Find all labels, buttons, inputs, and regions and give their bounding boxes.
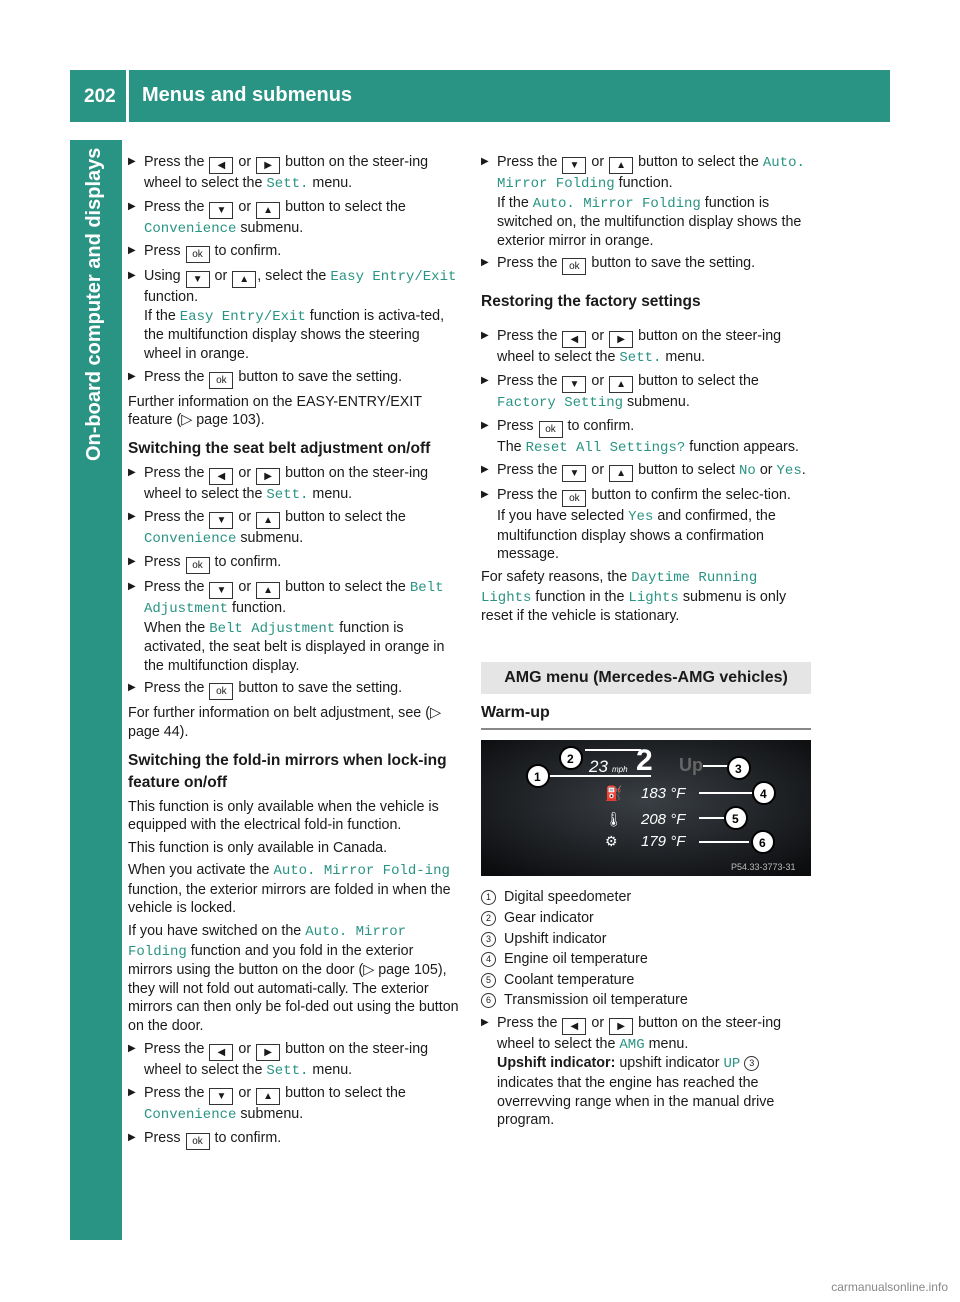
down-arrow-icon: ▼ xyxy=(562,376,586,393)
ok-key-icon: ok xyxy=(186,1133,210,1150)
ok-key-icon: ok xyxy=(562,490,586,507)
page-title: Menus and submenus xyxy=(142,84,353,106)
step: ▶ Press the ok button to confirm the selec-tion. If you have selected Yes and confirmed, the multifunction display shows a confirmation message. xyxy=(481,486,811,564)
right-arrow-icon: ▶ xyxy=(256,1044,280,1061)
left-arrow-icon: ◀ xyxy=(562,331,586,348)
step: ▶ Press the ◀ or ▶ button on the steer-ing wheel to select the Sett. menu. xyxy=(481,327,811,368)
gear-readout: 2 xyxy=(636,744,653,778)
paragraph: When you activate the Auto. Mirror Fold-ing function, the exterior mirrors are folded in when the vehicle is locked. xyxy=(128,862,451,917)
paragraph: This function is only available when the vehicle is equipped with the electrical fold-in function. xyxy=(128,798,439,834)
step: ▶ Press the ▼ or ▲ button to select the Factory Setting submenu. xyxy=(481,372,811,413)
legend-list xyxy=(481,888,811,1010)
step: ▶ Press the ok button to save the setting. xyxy=(481,254,811,275)
step: ▶ Press the ok button to save the setting. xyxy=(128,679,460,700)
step: ▶ Press the ◀ or ▶ button on the steer-ing wheel to select the Sett. menu. xyxy=(128,464,460,505)
speed-unit: mph xyxy=(612,765,628,775)
step: ▶ Press ok to confirm. xyxy=(128,553,460,574)
up-arrow-icon: ▲ xyxy=(256,202,280,219)
up-arrow-icon: ▲ xyxy=(609,157,633,174)
up-arrow-icon: ▲ xyxy=(609,465,633,482)
oil-icon: ⛽ xyxy=(605,785,623,802)
step: ▶ Press ok to confirm. xyxy=(128,1129,460,1150)
legend-item: 1 Digital speedometer xyxy=(481,888,811,907)
step: ▶ Press the ok button to save the setting. xyxy=(128,368,460,389)
step: ▶ Press the ◀ or ▶ button on the steer-ing wheel to select the Sett. menu. xyxy=(128,1040,460,1081)
svg-text:6: 6 xyxy=(759,836,766,851)
speed-readout: 23 xyxy=(589,757,608,777)
header-divider xyxy=(126,70,129,122)
heading-seat-belt: Switching the seat belt adjustment on/off xyxy=(128,439,431,457)
paragraph: Further information on the EASY-ENTRY/EXIT feature (▷ page 103). xyxy=(128,393,422,429)
paragraph: This function is only available in Canada. xyxy=(128,839,388,856)
right-arrow-icon: ▶ xyxy=(609,331,633,348)
step: ▶ Press ok to confirm. xyxy=(128,242,460,263)
ok-key-icon: ok xyxy=(539,421,563,438)
figure-code: P54.33-3773-31 xyxy=(731,862,796,873)
step: ▶ Press the ▼ or ▲ button to select the Belt Adjustment function. When the Belt Adjustment function is activated, the seat belt is displayed in orange in the multifunction display. xyxy=(128,578,460,675)
right-arrow-icon: ▶ xyxy=(256,468,280,485)
paragraph: If you have switched on the Auto. Mirror Folding function and you fold in the exterior mirrors using the button on the door (▷ page 105), they will not fold out automati-cally. The exterior mirrors can then only be fol-ded out using the button on the door. xyxy=(128,923,459,1035)
legend-item: 6 Transmission oil temperature xyxy=(481,991,811,1010)
ok-key-icon: ok xyxy=(209,683,233,700)
page-header xyxy=(70,70,890,122)
warmup-display-svg xyxy=(481,740,811,876)
legend-item: 4 Engine oil temperature xyxy=(481,950,811,969)
down-arrow-icon: ▼ xyxy=(186,271,210,288)
right-arrow-icon: ▶ xyxy=(609,1018,633,1035)
svg-text:4: 4 xyxy=(760,787,767,802)
section-sidebar xyxy=(70,140,122,1240)
down-arrow-icon: ▼ xyxy=(209,582,233,599)
down-arrow-icon: ▼ xyxy=(562,157,586,174)
ok-key-icon: ok xyxy=(562,258,586,275)
up-arrow-icon: ▲ xyxy=(256,1088,280,1105)
step: ▶ Press the ◀ or ▶ button on the steer-ing wheel to select the AMG menu. Upshift indicator: upshift indicator UP 3 indicates that the engine has reached the overrevving range when in the manual drive program. xyxy=(481,1014,811,1130)
page-number: 202 xyxy=(84,86,116,107)
up-arrow-icon: ▲ xyxy=(256,582,280,599)
step: ▶ Press the ◀ or ▶ button on the steer-ing wheel to select the Sett. menu. xyxy=(128,153,460,194)
transmission-icon: ⚙ xyxy=(605,833,618,850)
down-arrow-icon: ▼ xyxy=(209,202,233,219)
down-arrow-icon: ▼ xyxy=(562,465,586,482)
up-arrow-icon: ▲ xyxy=(256,512,280,529)
left-column xyxy=(128,153,460,1154)
step: ▶ Press ok to confirm. The Reset All Settings? function appears. xyxy=(481,417,811,458)
step: ▶ Press the ▼ or ▲ button to select the Convenience submenu. xyxy=(128,1084,460,1125)
step: ▶ Press the ▼ or ▲ button to select the Convenience submenu. xyxy=(128,198,460,239)
coolant-temp-readout: 208 °F xyxy=(641,811,686,829)
step: ▶ Press the ▼ or ▲ button to select the Convenience submenu. xyxy=(128,508,460,549)
left-arrow-icon: ◀ xyxy=(209,157,233,174)
down-arrow-icon: ▼ xyxy=(209,1088,233,1105)
step: ▶ Using ▼ or ▲ , select the Easy Entry/Exit function. If the Easy Entry/Exit function is activa-ted, the multifunction display shows the steering wheel in orange. xyxy=(128,267,460,363)
ok-key-icon: ok xyxy=(209,372,233,389)
footer-watermark: carmanualsonline.info xyxy=(831,1280,948,1294)
step: ▶ Press the ▼ or ▲ button to select No or Yes. xyxy=(481,461,811,482)
svg-text:5: 5 xyxy=(732,812,739,827)
ok-key-icon: ok xyxy=(186,557,210,574)
svg-text:2: 2 xyxy=(567,752,574,767)
right-column xyxy=(481,153,811,1134)
section-label: On-board computer and displays xyxy=(83,148,105,462)
coolant-icon: 🌡 xyxy=(605,811,623,828)
left-arrow-icon: ◀ xyxy=(209,1044,233,1061)
warmup-heading: Warm-up xyxy=(481,704,811,731)
step: ▶ Press the ▼ or ▲ button to select the Auto. Mirror Folding function. If the Auto. Mirror Folding function is switched on, the multifunction display shows the exterior mirror in orange. xyxy=(481,153,811,250)
oil-temp-readout: 183 °F xyxy=(641,785,686,803)
upshift-readout: Up xyxy=(679,755,703,776)
up-arrow-icon: ▲ xyxy=(609,376,633,393)
right-arrow-icon: ▶ xyxy=(256,157,280,174)
paragraph: For further information on belt adjustment, see (▷ page 44). xyxy=(128,705,441,740)
amg-section-title: AMG menu (Mercedes-AMG vehicles) xyxy=(481,662,811,694)
svg-text:3: 3 xyxy=(735,762,742,777)
down-arrow-icon: ▼ xyxy=(209,512,233,529)
legend-item: 3 Upshift indicator xyxy=(481,930,811,949)
heading-mirrors: Switching the fold-in mirrors when lock-ing feature on/off xyxy=(128,751,447,791)
legend-item: 2 Gear indicator xyxy=(481,909,811,928)
ok-key-icon: ok xyxy=(186,246,210,263)
cluster-display-illustration xyxy=(481,740,811,876)
legend-item: 5 Coolant temperature xyxy=(481,971,811,990)
trans-temp-readout: 179 °F xyxy=(641,833,686,851)
svg-text:1: 1 xyxy=(534,770,541,785)
left-arrow-icon: ◀ xyxy=(562,1018,586,1035)
heading-factory: Restoring the factory settings xyxy=(481,293,701,311)
up-arrow-icon: ▲ xyxy=(232,271,256,288)
left-arrow-icon: ◀ xyxy=(209,468,233,485)
paragraph: For safety reasons, the Daytime Running Lights function in the Lights submenu is only reset if the vehicle is stationary. xyxy=(481,568,787,625)
